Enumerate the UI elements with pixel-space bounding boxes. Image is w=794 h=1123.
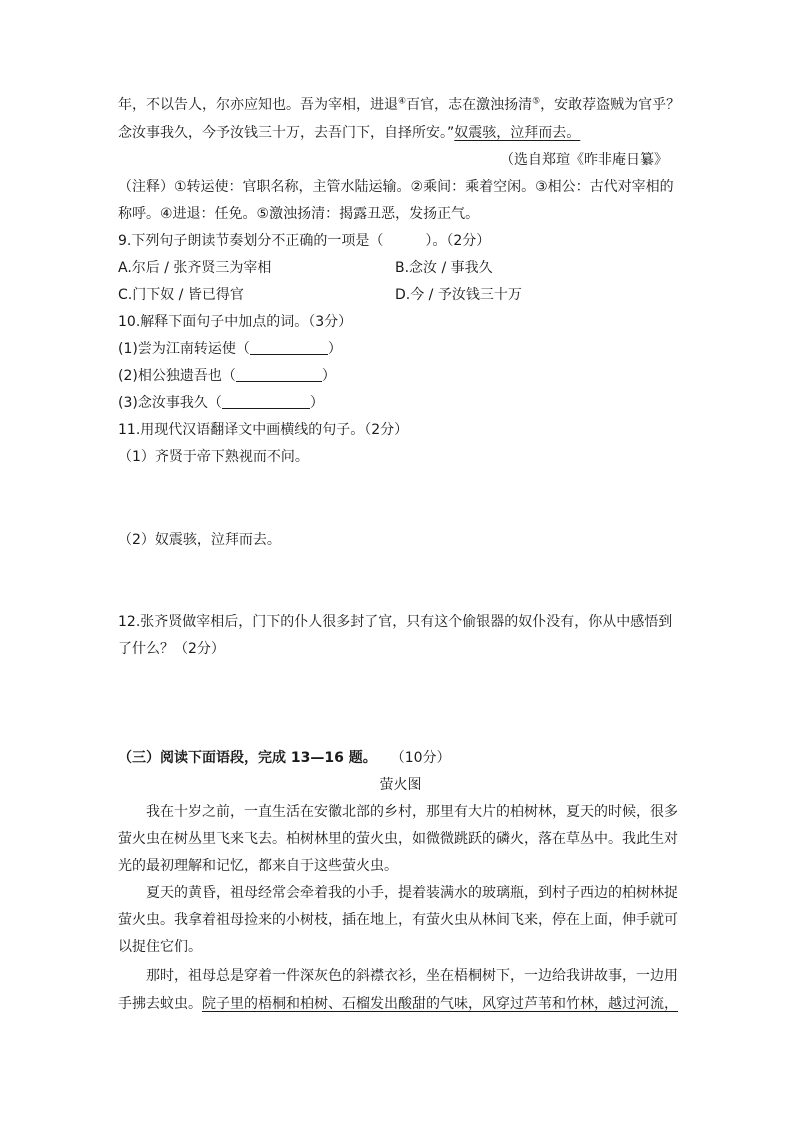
answer-blank-3 — [222, 394, 310, 409]
passage-line-2: 念汝事我久，今予汝钱三十万，去吾门下，自择所安。”奴震骇，泣拜而去。 — [118, 125, 581, 141]
option-c: C.门下奴 / 皆已得官 — [118, 287, 244, 303]
question-11-stem: 11.用现代汉语翻译文中画横线的句子。（2分） — [118, 422, 409, 438]
question-11-sentence-1: （1）齐贤于帝下熟视而不问。 — [118, 449, 309, 465]
article-p1-line-2: 萤火虫在树丛里飞来飞去。柏树林里的萤火虫，如微微跳跃的磷火，落在草丛中。我此生对 — [118, 831, 678, 847]
question-9-row-1 — [118, 258, 683, 278]
option-b: B.念汝 / 事我久 — [395, 260, 493, 276]
question-10-stem: 10.解释下面句子中加点的词。（3分） — [118, 314, 353, 330]
option-a: A.尔后 / 张齐贤三为宰相 — [118, 260, 272, 276]
underlined-sentence-2: 院子里的梧桐和柏树、石榴发出酸甜的气味，风穿过芦苇和竹林，越过河流， — [202, 996, 678, 1012]
notes-line-1: （注释）①转运使：官职名称，主管水陆运输。②乘间：乘着空闲。③相公：古代对宰相的 — [118, 179, 674, 195]
article-p3-line-1: 那时，祖母总是穿着一件深灰色的斜襟衣衫，坐在梧桐树下，一边给我讲故事，一边用 — [146, 968, 678, 984]
answer-blank-1 — [250, 340, 328, 355]
section-3-heading: （三）阅读下面语段，完成 13—16 题。 （10分） — [118, 750, 451, 766]
article-p2-line-2: 萤火虫。我拿着祖母捡来的小树枝，插在地上，有萤火虫从林间飞来，停在上面，伸手就可 — [118, 912, 678, 928]
source-citation: （选自郑瑄《昨非庵日纂》 — [500, 152, 668, 168]
answer-blank-2 — [236, 367, 322, 382]
question-9-row-2 — [118, 285, 683, 305]
question-11-sentence-2: （2）奴震骇，泣拜而去。 — [118, 532, 281, 548]
article-title: 萤火图 — [379, 777, 422, 793]
question-10-item-3: (3)念汝事我久（ ） — [118, 395, 324, 411]
article-p1-line-3: 光的最初理解和记忆，都来自于这些萤火虫。 — [118, 858, 398, 874]
question-10-item-2: (2)相公独遗吾也（ ） — [118, 368, 336, 384]
question-12-line-1: 12.张齐贤做宰相后，门下的仆人很多封了官，只有这个偷银器的奴仆没有，你从中感悟到 — [118, 614, 673, 630]
notes-line-2: 称呼。④进退：任免。⑤激浊扬清：揭露丑恶，发扬正气。 — [118, 206, 480, 222]
question-9-stem: 9.下列句子朗读节奏划分不正确的一项是（ ）。（2分） — [118, 233, 491, 249]
question-10-item-1: (1)尝为江南转运使（ ） — [118, 341, 342, 357]
question-12-line-2: 了什么？（2分） — [118, 641, 225, 657]
article-p3-line-2: 手拂去蚊虫。院子里的梧桐和柏树、石榴发出酸甜的气味，风穿过芦苇和竹林，越过河流， — [118, 996, 678, 1012]
article-p2-line-3: 以捉住它们。 — [118, 939, 202, 955]
option-d: D.今 / 予汝钱三十万 — [395, 287, 522, 303]
underlined-sentence: 奴震骇，泣拜而去。 — [454, 125, 581, 141]
article-p1-line-1: 我在十岁之前，一直生活在安徽北部的乡村，那里有大片的柏树林，夏天的时候，很多 — [146, 804, 678, 820]
article-p2-line-1: 夏天的黄昏，祖母经常会牵着我的小手，提着装满水的玻璃瓶，到村子西边的柏树林捉 — [146, 885, 678, 901]
passage-line-1: 年，不以告人，尔亦应知也。吾为宰相，进退④百官，志在激浊扬清⑤，安敢荐盗贼为官乎？ — [118, 96, 681, 113]
